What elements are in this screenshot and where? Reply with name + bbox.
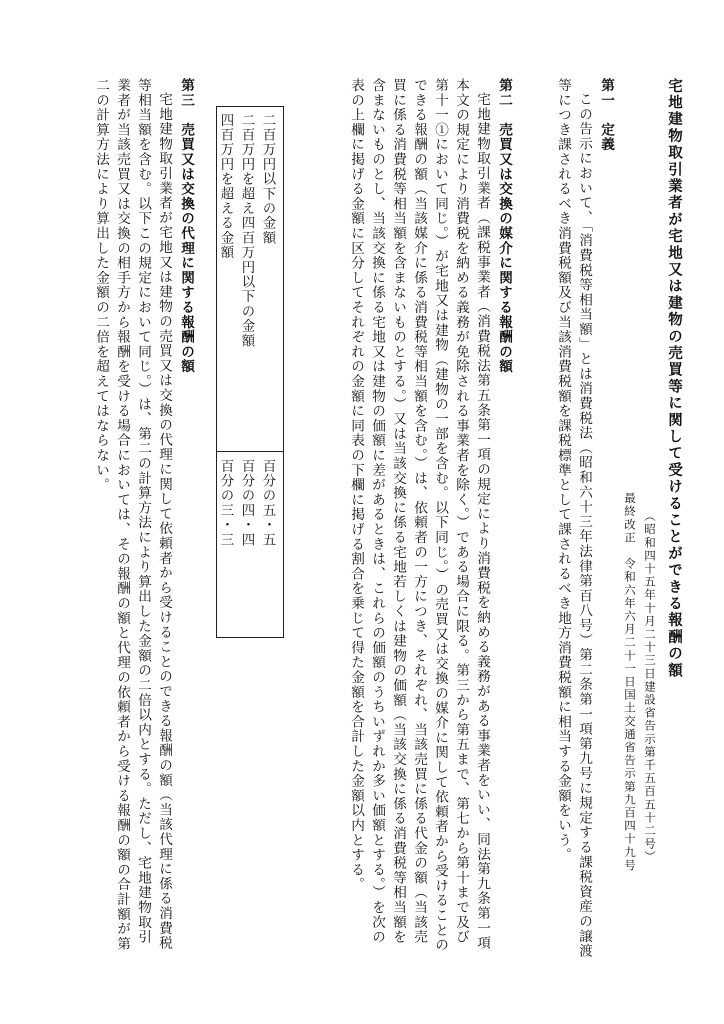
fee-table-upper-column [217,107,283,451]
section-heading-definition: 第一 定義 [598,78,614,152]
fee-table-rate-2: 百分の四・四 [239,459,254,548]
fee-table-rate-1: 百分の五・五 [260,459,275,548]
section-heading-brokerage: 第二 売買又は交換の媒介に関する報酬の額 [496,78,512,374]
fee-table-lower-column [217,453,283,637]
fee-table-amount-1: 二百万円以下の金額 [260,113,275,246]
fee-table [216,106,284,638]
section-paragraph-brokerage: 宅地建物取引業者（課税事業者（消費税法第五条第一項の規定により消費税を納める義務がある事業者をいい、同法第九条第一項本文の規定により消費税を納める義務が免除される事業者を除く。）である場合に限る。第三から第五まで、第七から第十まで及び第十一①において同じ。）が宅地又は建物（建物の一部を含む。以下同じ。）の売買又は交換の媒介に関して依頼者から受けることのできる報酬の額（当該媒介に係る消費税等相当額を含む。）は、依頼者の一方につき、それぞれ、当該売買に係る代金の額（当該売買に係る消費税等相当額を含まないものとする。）又は当該交換に係る宅地若しくは建物の価額（当該交換に係る消費税等相当額を含まないものとし、当該交換に係る宅地又は建物の価額に差があるときは、これらの価額のうちいずれか多い価額とする。）を次の表の上欄に掲げる金額に区分してそれぞれの金額に同表の下欄に掲げる割合を乗じて得た金額を合計した金額以内とする。 [348,78,490,953]
last-revision: 最終改正 令和六年六月二十一日国土交通省告示第九百四十九号 [623,492,637,872]
section-heading-agency: 第三 売買又は交換の代理に関する報酬の額 [178,78,194,374]
section-paragraph-agency: 宅地建物取引業者が宅地又は建物の売買又は交換の代理に関して依頼者から受けることのできる報酬の額（当該代理に係る消費税等相当額を含む。以下この規定において同じ。）は、第二の計算方法により算出した金額の二倍以内とする。ただし、宅地建物取引業者が当該売買又は交換の相手方から報酬を受ける場合においては、その報酬の額と代理の依頼者から受ける報酬の額の合計額が第二の計算方法により算出した金額の二倍を超えてはならない。 [93,78,172,952]
fee-table-rate-3: 百分の三・三 [218,459,233,548]
document-title: 宅地建物取引業者が宅地又は建物の売買等に関して受けることができる報酬の額 [666,78,682,680]
fee-table-divider [217,451,283,452]
fee-table-amount-2: 二百万円を超え四百万円以下の金額 [239,113,254,349]
fee-table-amount-3: 四百万円を超える金額 [218,113,233,260]
document-page [60,78,684,958]
section-paragraph-definition: この告示において、「消費税等相当額」とは消費税法（昭和六十三年法律第百八号）第二条第一項第九号に規定する課税資産の譲渡等につき課されるべき消費税額及び当該消費税額を課税標準として課されるべき地方消費税額に相当する金額をいう。 [555,78,592,958]
notice-number: （昭和四十五年十月二十三日建設省告示第千五百五十二号） [643,510,657,864]
